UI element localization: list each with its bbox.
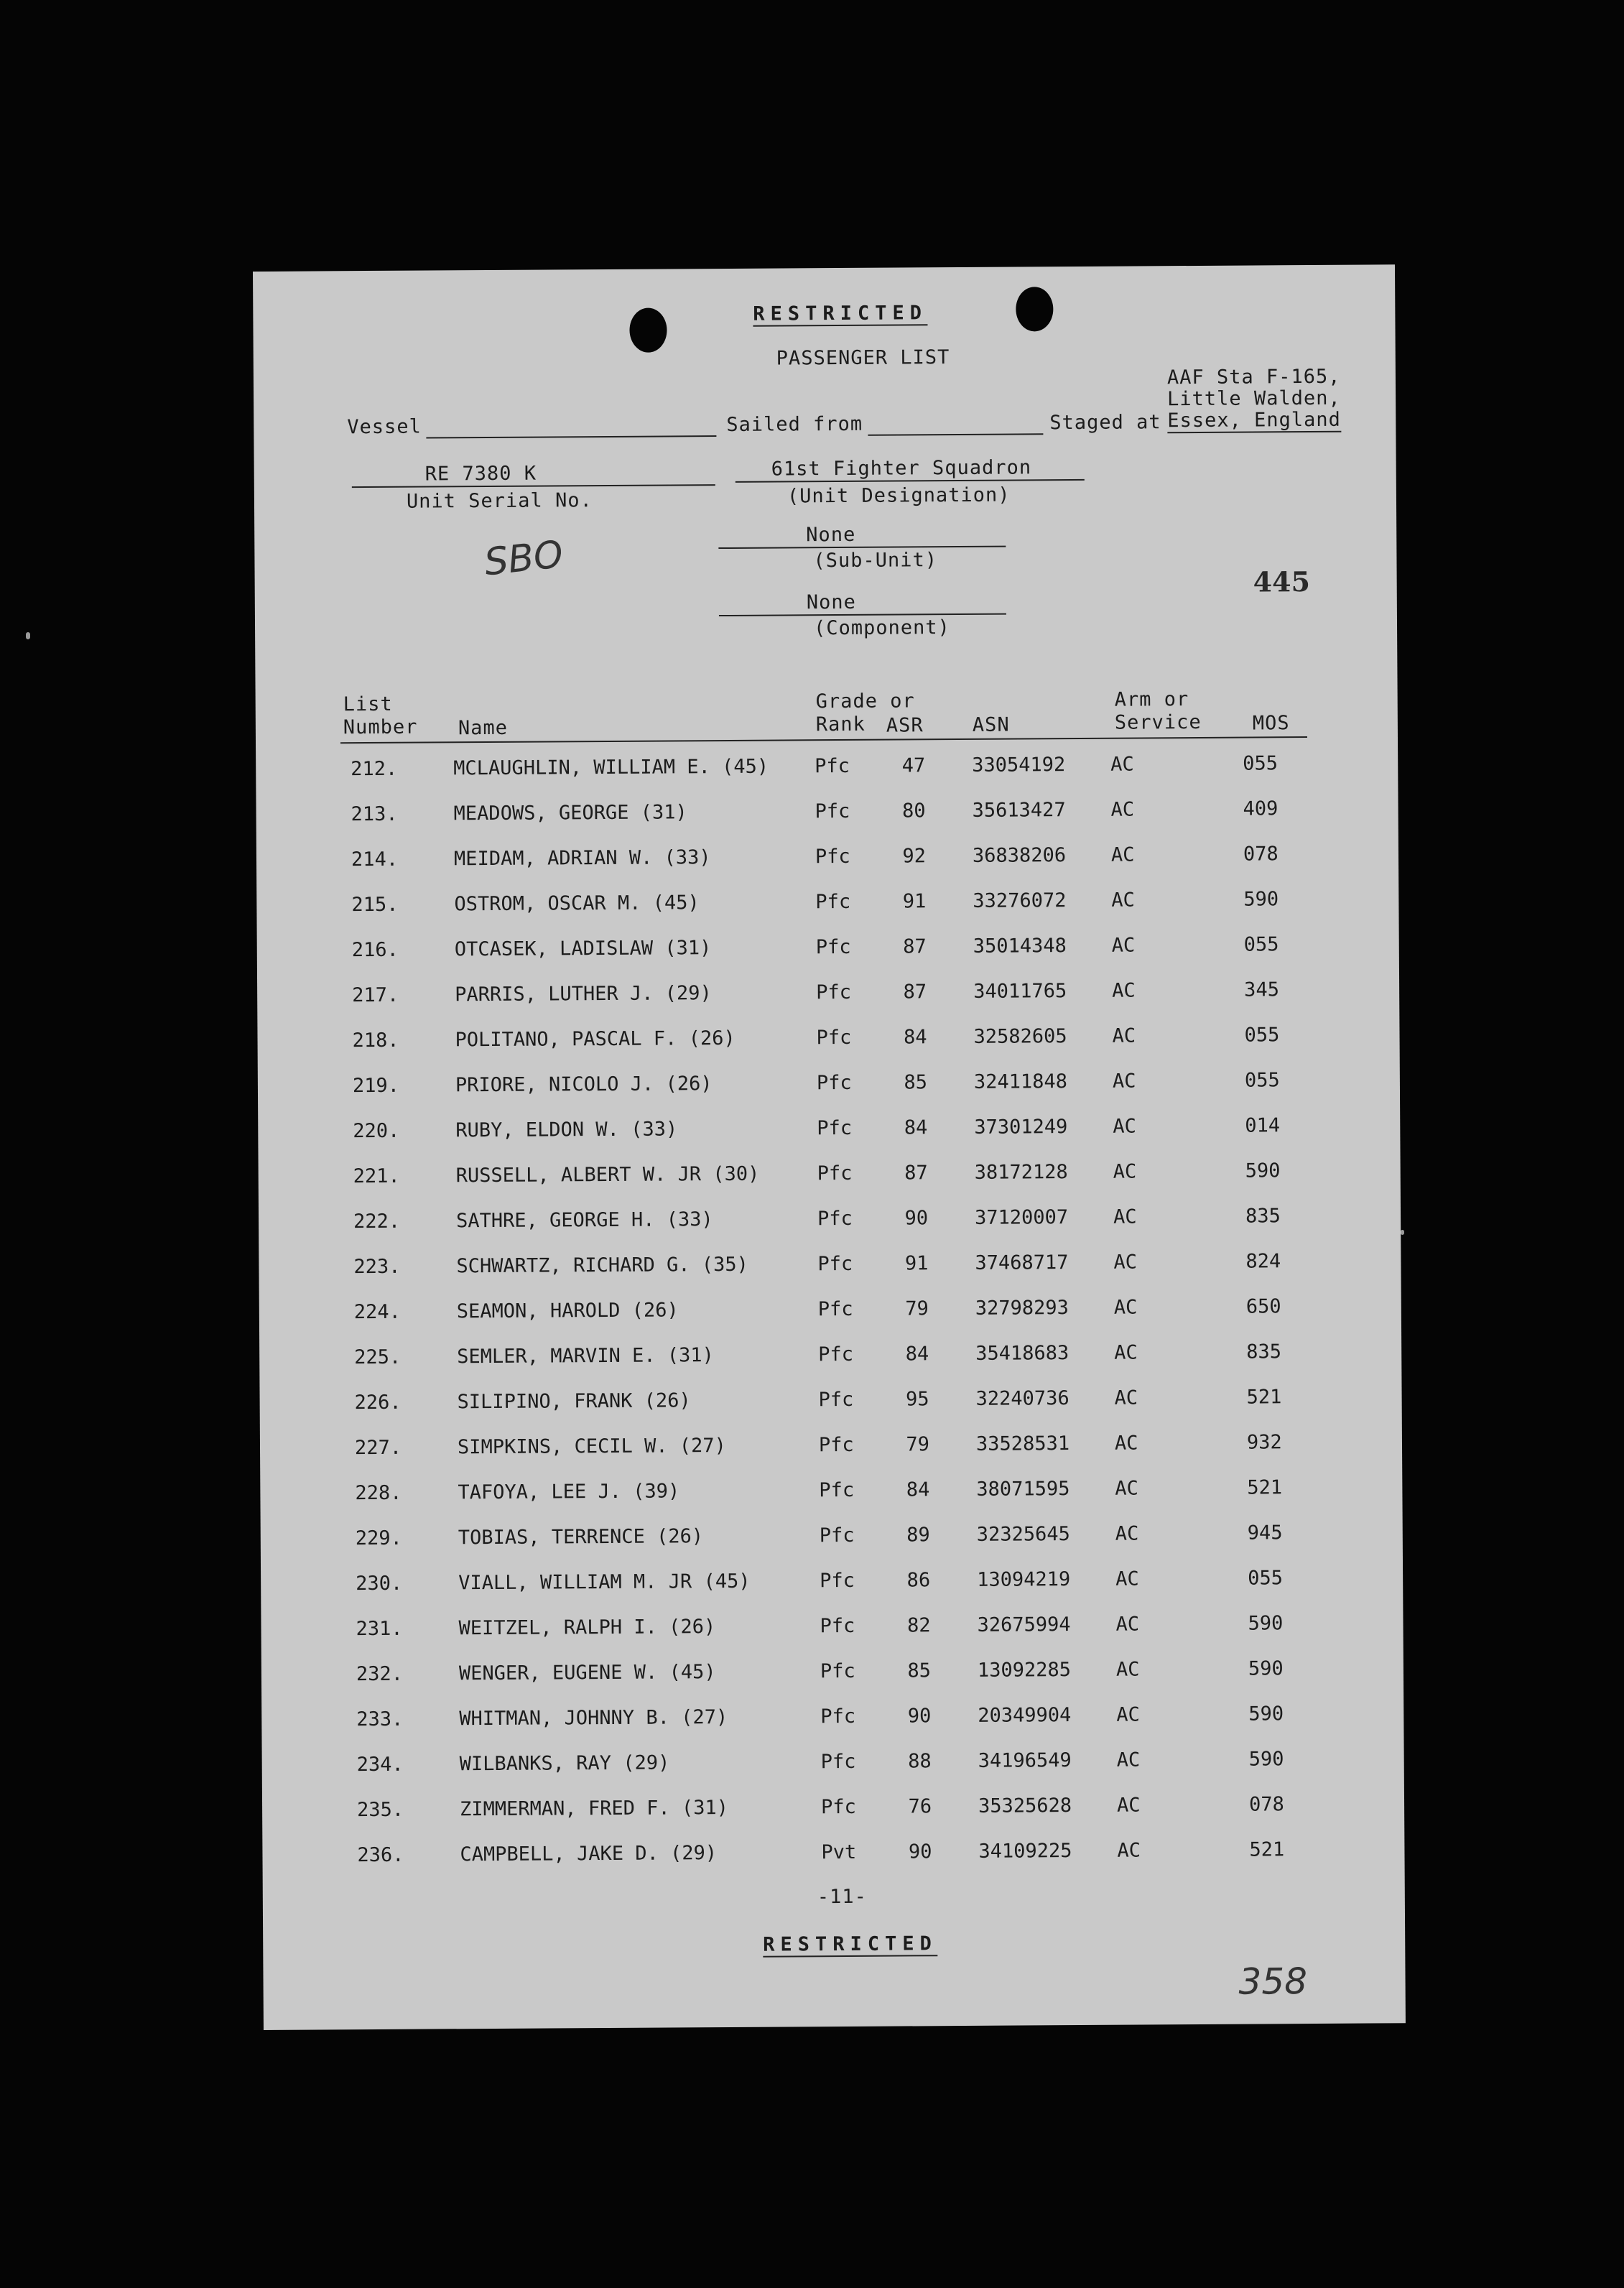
list-number: 214. bbox=[351, 848, 399, 871]
mos: 055 bbox=[1243, 752, 1279, 775]
asr: 47 bbox=[901, 754, 926, 777]
mos: 345 bbox=[1244, 978, 1280, 1001]
asn: 34011765 bbox=[973, 980, 1067, 1003]
grade: Pfc bbox=[820, 1795, 856, 1819]
grade: Pfc bbox=[815, 800, 850, 823]
arm-service: AC bbox=[1116, 1703, 1140, 1726]
arm-service: AC bbox=[1115, 1477, 1138, 1500]
vessel-line bbox=[426, 435, 716, 438]
col-name: Name bbox=[458, 716, 509, 740]
col-grade-1: Grade or bbox=[815, 690, 915, 713]
mos: 945 bbox=[1247, 1522, 1283, 1544]
passenger-name: PRIORE, NICOLO J. (26) bbox=[455, 1073, 713, 1097]
mos: 521 bbox=[1249, 1838, 1285, 1861]
passenger-name: VIALL, WILLIAM M. JR (45) bbox=[458, 1570, 751, 1595]
sub-unit-line bbox=[718, 546, 1006, 549]
arm-service: AC bbox=[1116, 1749, 1141, 1771]
unit-serial-value: RE 7380 K bbox=[424, 462, 537, 486]
arm-service: AC bbox=[1114, 1341, 1138, 1364]
table-row bbox=[213, 752, 1355, 788]
asr: 91 bbox=[902, 890, 927, 913]
passenger-name: RUBY, ELDON W. (33) bbox=[455, 1118, 678, 1142]
arm-service: AC bbox=[1110, 753, 1134, 776]
arm-service: AC bbox=[1113, 1296, 1138, 1319]
asr: 82 bbox=[906, 1614, 931, 1637]
mos: 590 bbox=[1248, 1657, 1284, 1680]
asr: 76 bbox=[908, 1795, 932, 1818]
arm-service: AC bbox=[1111, 889, 1135, 912]
grade: Pfc bbox=[817, 1207, 853, 1231]
asr: 84 bbox=[904, 1116, 928, 1139]
table-row bbox=[214, 933, 1356, 969]
page-stamp: 445 bbox=[1253, 565, 1311, 598]
component-line bbox=[719, 613, 1006, 616]
passenger-name: WHITMAN, JOHNNY B. (27) bbox=[459, 1705, 728, 1731]
document-title: PASSENGER LIST bbox=[776, 346, 950, 370]
table-row bbox=[217, 1431, 1359, 1467]
staged-at-label: Staged at bbox=[1049, 411, 1161, 435]
arm-service: AC bbox=[1113, 1251, 1138, 1274]
passenger-name: MCLAUGHLIN, WILLIAM E. (45) bbox=[453, 755, 769, 780]
document-page bbox=[253, 264, 1406, 2030]
table-row bbox=[214, 978, 1356, 1014]
handwritten-number: 358 bbox=[1238, 1960, 1308, 2003]
list-number: 212. bbox=[351, 757, 398, 781]
asn: 32675994 bbox=[977, 1613, 1071, 1636]
list-number: 223. bbox=[353, 1255, 401, 1279]
col-arm-1: Arm or bbox=[1114, 688, 1189, 711]
list-number: 213. bbox=[351, 802, 398, 826]
asr: 84 bbox=[905, 1343, 929, 1366]
asr: 84 bbox=[903, 1026, 927, 1049]
list-number: 232. bbox=[356, 1662, 404, 1686]
col-arm-2: Service bbox=[1114, 710, 1202, 734]
table-row bbox=[215, 1250, 1358, 1286]
mos: 590 bbox=[1248, 1748, 1284, 1771]
asr: 87 bbox=[903, 981, 927, 1004]
list-number: 230. bbox=[356, 1572, 403, 1595]
table-row bbox=[215, 1069, 1357, 1105]
col-mos: MOS bbox=[1252, 712, 1290, 735]
arm-service: AC bbox=[1112, 1024, 1136, 1047]
mos: 521 bbox=[1247, 1476, 1283, 1499]
list-number: 221. bbox=[353, 1164, 400, 1188]
passenger-name: TAFOYA, LEE J. (39) bbox=[458, 1480, 680, 1504]
mos: 590 bbox=[1248, 1703, 1284, 1726]
grade: Pfc bbox=[820, 1614, 855, 1638]
passenger-name: CAMPBELL, JAKE D. (29) bbox=[460, 1842, 718, 1866]
grade: Pvt bbox=[821, 1840, 857, 1864]
grade: Pfc bbox=[819, 1478, 855, 1502]
asr: 86 bbox=[906, 1569, 931, 1592]
table-row bbox=[217, 1476, 1359, 1512]
mos: 835 bbox=[1245, 1205, 1281, 1228]
list-number: 224. bbox=[353, 1300, 401, 1324]
list-number: 233. bbox=[356, 1708, 404, 1731]
handwritten-note: SBO bbox=[482, 532, 566, 585]
table-row bbox=[218, 1567, 1360, 1603]
list-number: 226. bbox=[354, 1391, 402, 1414]
grade: Pfc bbox=[817, 1297, 853, 1321]
arm-service: AC bbox=[1113, 1115, 1136, 1138]
grade: Pfc bbox=[815, 845, 850, 869]
asn: 37120007 bbox=[974, 1206, 1069, 1229]
passenger-name: OSTROM, OSCAR M. (45) bbox=[454, 891, 700, 916]
passenger-name: SEMLER, MARVIN E. (31) bbox=[457, 1344, 714, 1368]
mos: 055 bbox=[1244, 1024, 1280, 1047]
asn: 34196549 bbox=[978, 1749, 1072, 1772]
asn: 13092285 bbox=[977, 1659, 1072, 1682]
arm-service: AC bbox=[1115, 1567, 1139, 1590]
asn: 35418683 bbox=[975, 1342, 1069, 1365]
col-list-number-2: Number bbox=[343, 715, 418, 739]
grade: Pfc bbox=[818, 1388, 854, 1412]
table-row bbox=[215, 1159, 1358, 1195]
grade: Pfc bbox=[820, 1569, 855, 1593]
mos: 014 bbox=[1245, 1114, 1281, 1137]
grade: Pfc bbox=[816, 1026, 852, 1050]
arm-service: AC bbox=[1115, 1613, 1140, 1636]
grade: Pfc bbox=[815, 890, 851, 914]
list-number: 217. bbox=[352, 983, 399, 1007]
table-row bbox=[215, 1205, 1358, 1241]
passenger-name: POLITANO, PASCAL F. (26) bbox=[455, 1027, 736, 1052]
asr: 91 bbox=[904, 1252, 929, 1275]
passenger-name: WEITZEL, RALPH I. (26) bbox=[458, 1616, 716, 1640]
table-row bbox=[219, 1793, 1361, 1829]
asn: 32582605 bbox=[973, 1025, 1067, 1048]
punch-hole-right bbox=[1016, 287, 1053, 331]
grade: Pfc bbox=[819, 1524, 855, 1547]
station-line-3: Essex, England bbox=[1167, 408, 1341, 432]
grade: Pfc bbox=[816, 1071, 852, 1095]
mos: 932 bbox=[1246, 1431, 1282, 1454]
asn: 13094219 bbox=[977, 1568, 1071, 1591]
asn: 35613427 bbox=[972, 799, 1066, 822]
table-row bbox=[218, 1657, 1360, 1693]
arm-service: AC bbox=[1117, 1839, 1141, 1862]
asn: 37301249 bbox=[974, 1116, 1068, 1139]
list-number: 235. bbox=[356, 1798, 404, 1822]
mos: 824 bbox=[1245, 1250, 1281, 1273]
mos: 590 bbox=[1243, 888, 1279, 911]
passenger-name: SEAMON, HAROLD (26) bbox=[456, 1299, 679, 1323]
asr: 89 bbox=[906, 1524, 930, 1547]
table-row bbox=[216, 1340, 1358, 1376]
passenger-name: SILIPINO, FRANK (26) bbox=[457, 1389, 691, 1414]
mos: 055 bbox=[1248, 1567, 1284, 1590]
list-number: 234. bbox=[356, 1753, 404, 1777]
asn: 32798293 bbox=[975, 1297, 1069, 1320]
grade: Pfc bbox=[820, 1705, 856, 1728]
asr: 79 bbox=[905, 1297, 929, 1320]
passenger-name: WILBANKS, RAY (29) bbox=[459, 1751, 670, 1776]
table-row bbox=[214, 1024, 1356, 1060]
passenger-name: PARRIS, LUTHER J. (29) bbox=[455, 982, 712, 1006]
sub-unit-value: None bbox=[806, 523, 856, 547]
table-row bbox=[218, 1612, 1360, 1648]
passenger-name: OTCASEK, LADISLAW (31) bbox=[454, 937, 712, 961]
list-number: 222. bbox=[353, 1210, 401, 1233]
page-number: -11- bbox=[817, 1885, 867, 1909]
asn: 36838206 bbox=[972, 844, 1067, 867]
mos: 055 bbox=[1244, 1069, 1280, 1092]
passenger-name: ZIMMERMAN, FRED F. (31) bbox=[459, 1796, 729, 1821]
list-number: 215. bbox=[351, 893, 399, 917]
unit-serial-line bbox=[352, 484, 715, 488]
mos: 078 bbox=[1243, 843, 1279, 866]
mos: 650 bbox=[1245, 1295, 1281, 1318]
vessel-label: Vessel bbox=[347, 415, 422, 439]
asr: 95 bbox=[905, 1388, 929, 1411]
station-line-2: Little Walden, bbox=[1167, 386, 1341, 411]
mos: 590 bbox=[1245, 1159, 1281, 1182]
asn: 33276072 bbox=[973, 889, 1067, 912]
asr: 87 bbox=[903, 935, 927, 958]
asn: 32411848 bbox=[973, 1070, 1068, 1093]
asr: 92 bbox=[902, 845, 927, 868]
component-value: None bbox=[806, 590, 856, 614]
grade: Pfc bbox=[820, 1750, 856, 1774]
arm-service: AC bbox=[1113, 1205, 1137, 1228]
asr: 90 bbox=[907, 1705, 932, 1728]
list-number: 229. bbox=[355, 1527, 402, 1550]
mos: 078 bbox=[1248, 1793, 1284, 1816]
list-number: 228. bbox=[355, 1481, 402, 1505]
asn: 20349904 bbox=[978, 1704, 1072, 1727]
passenger-name: MEADOWS, GEORGE (31) bbox=[453, 801, 687, 825]
mos: 055 bbox=[1243, 933, 1279, 956]
arm-service: AC bbox=[1114, 1432, 1138, 1455]
passenger-name: SATHRE, GEORGE H. (33) bbox=[455, 1208, 713, 1233]
restricted-top: RESTRICTED bbox=[753, 302, 928, 325]
mos: 590 bbox=[1248, 1612, 1284, 1635]
list-number: 216. bbox=[351, 938, 399, 962]
col-grade-2: Rank bbox=[815, 713, 866, 736]
grade: Pfc bbox=[818, 1433, 854, 1457]
asr: 85 bbox=[904, 1071, 928, 1094]
passenger-name: RUSSELL, ALBERT W. JR (30) bbox=[455, 1162, 760, 1187]
arm-service: AC bbox=[1114, 1386, 1138, 1409]
passenger-name: TOBIAS, TERRENCE (26) bbox=[458, 1525, 704, 1550]
asn: 34109225 bbox=[978, 1840, 1072, 1863]
list-number: 219. bbox=[352, 1074, 400, 1098]
table-row bbox=[219, 1748, 1361, 1784]
grade: Pfc bbox=[820, 1659, 855, 1683]
asr: 79 bbox=[906, 1433, 930, 1456]
asr: 88 bbox=[908, 1750, 932, 1773]
sailed-from-label: Sailed from bbox=[726, 412, 863, 436]
unit-designation-value: 61st Fighter Squadron bbox=[771, 456, 1032, 481]
list-number: 227. bbox=[354, 1436, 402, 1460]
unit-serial-label: Unit Serial No. bbox=[406, 489, 593, 513]
arm-service: AC bbox=[1115, 1522, 1139, 1545]
table-row bbox=[216, 1295, 1358, 1331]
grade: Pfc bbox=[817, 1252, 853, 1276]
table-row bbox=[217, 1386, 1359, 1422]
punch-hole-left bbox=[629, 307, 667, 352]
asn: 32240736 bbox=[975, 1387, 1069, 1410]
asr: 85 bbox=[907, 1659, 932, 1682]
asn: 35014348 bbox=[973, 935, 1067, 958]
table-row bbox=[215, 1114, 1357, 1150]
station-line-1: AAF Sta F-165, bbox=[1166, 365, 1341, 389]
mos: 835 bbox=[1246, 1340, 1282, 1363]
asn: 35325628 bbox=[978, 1794, 1072, 1817]
list-number: 225. bbox=[354, 1346, 402, 1369]
passenger-name: SIMPKINS, CECIL W. (27) bbox=[457, 1435, 726, 1459]
arm-service: AC bbox=[1116, 1794, 1141, 1817]
grade: Pfc bbox=[817, 1162, 853, 1185]
table-row bbox=[213, 797, 1355, 833]
restricted-bottom: RESTRICTED bbox=[763, 1932, 937, 1956]
passenger-name: MEIDAM, ADRIAN W. (33) bbox=[453, 846, 711, 871]
sailed-from-line bbox=[868, 433, 1043, 435]
grade: Pfc bbox=[815, 935, 851, 959]
component-label: (Component) bbox=[813, 616, 950, 640]
asn: 33528531 bbox=[975, 1432, 1070, 1455]
asn: 38071595 bbox=[976, 1478, 1070, 1501]
asn: 37468717 bbox=[975, 1251, 1069, 1274]
dust-speck bbox=[26, 632, 30, 639]
arm-service: AC bbox=[1110, 798, 1135, 821]
table-row bbox=[219, 1838, 1361, 1874]
arm-service: AC bbox=[1110, 843, 1135, 866]
table-row bbox=[213, 843, 1355, 879]
asn: 32325645 bbox=[976, 1523, 1070, 1546]
unit-designation-label: (Unit Designation) bbox=[787, 483, 1011, 508]
list-number: 236. bbox=[357, 1843, 404, 1867]
asr: 90 bbox=[904, 1207, 929, 1230]
sub-unit-label: (Sub-Unit) bbox=[813, 549, 938, 573]
passenger-name: SCHWARTZ, RICHARD G. (35) bbox=[456, 1253, 748, 1278]
list-number: 220. bbox=[353, 1119, 400, 1143]
arm-service: AC bbox=[1113, 1160, 1137, 1183]
table-row bbox=[213, 888, 1355, 924]
asn: 33054192 bbox=[972, 754, 1066, 777]
list-number: 218. bbox=[352, 1029, 399, 1052]
arm-service: AC bbox=[1112, 1070, 1136, 1093]
dust-speck bbox=[1401, 1230, 1404, 1235]
col-asn: ASN bbox=[972, 713, 1010, 736]
list-number: 231. bbox=[356, 1617, 403, 1641]
asr: 87 bbox=[904, 1162, 928, 1185]
mos: 409 bbox=[1243, 797, 1279, 820]
grade: Pfc bbox=[815, 754, 850, 778]
table-row bbox=[218, 1703, 1360, 1738]
grade: Pfc bbox=[818, 1343, 854, 1366]
mos: 521 bbox=[1246, 1386, 1282, 1409]
col-asr: ASR bbox=[886, 714, 924, 737]
arm-service: AC bbox=[1115, 1658, 1140, 1681]
asr: 90 bbox=[908, 1840, 932, 1863]
grade: Pfc bbox=[816, 981, 852, 1004]
asr: 80 bbox=[901, 800, 926, 823]
col-list-number-1: List bbox=[343, 693, 393, 716]
arm-service: AC bbox=[1111, 934, 1136, 957]
table-row bbox=[218, 1522, 1360, 1557]
arm-service: AC bbox=[1112, 979, 1136, 1002]
asn: 38172128 bbox=[974, 1161, 1068, 1184]
passenger-table bbox=[213, 752, 1355, 1867]
grade: Pfc bbox=[817, 1116, 853, 1140]
asr: 84 bbox=[906, 1478, 930, 1501]
passenger-name: WENGER, EUGENE W. (45) bbox=[458, 1661, 716, 1685]
